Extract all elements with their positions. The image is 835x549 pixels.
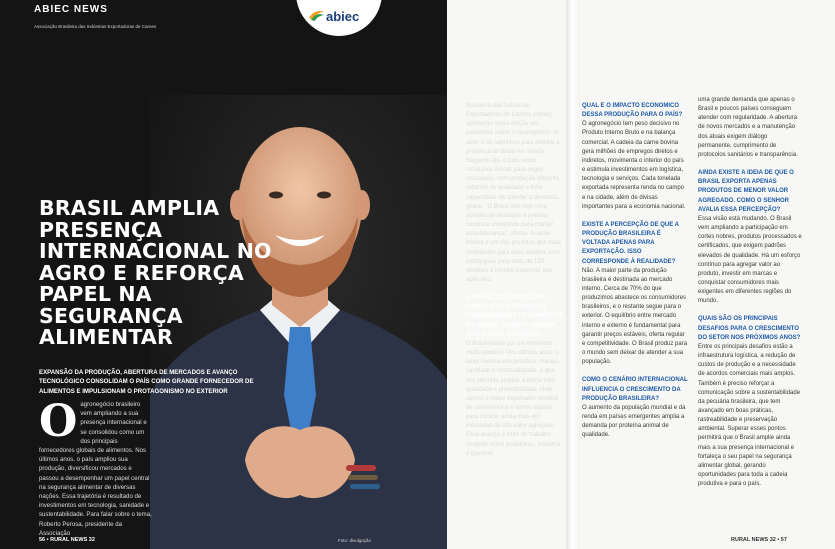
col3-question-2: QUAIS SÃO OS PRINCIPAIS DESAFIOS PARA O CRESCIMENTO DO SETOR NOS PRÓXIMOS ANOS? (698, 316, 801, 341)
col2-answer-1: O agronegócio tem peso decisivo no Produto Interno Bruto e na balança comercial. A cadeia da carne bovina gera milhões de empregos diretos e indiretos, movimenta o interior do país e estimula investimentos em logística, tecnologia e serviços. Cada tonelada exportada representa renda no campo e na cidade, além de divisas importantes para a economia nacional. (582, 121, 686, 210)
col3-answer-0: uma grande demanda que apenas o Brasil e poucos países conseguem atender com regularidade. A abertura de novos mercados e a manutenção dos atuais exigem diálogo permanente, cumprimento de protocolos sanitários e transparência. (698, 97, 798, 158)
left-body-text: agronegócio brasileiro vem ampliando a sua presença internacional e se consolidou como um dos principais fornecedores globais de alimentos. Nos últimos anos, o país ampliou sua produção, diversificou mercados e passou a desempenhar um papel central na segurança alimentar de diversas nações. Essa trajetória é resultado de investimentos em tecnologia, sanidade e sustentabilidade. Para falar sobre o tema, Roberto Perosa, presidente da Associação (39, 401, 152, 537)
col1-text: Brasileira das Indústrias Exportadoras de Carnes (Abiec), apresenta nesta edição um panorama sobre o desempenho do setor e os caminhos para ampliar a presença do Brasil no mundo. Segundo ele, o país reúne condições únicas para seguir crescendo, com produção eficiente, rebanho de qualidade e forte capacidade de atender a demanda global. "O Brasil tem hoje uma posição de destaque e precisa continuar investindo para manter essa liderança", afirma. A carne bovina é um dos produtos que mais contribuem para esse cenário, com embarques para mais de 150 destinos e receita crescente ano após ano. (466, 103, 562, 283)
body-column-3 (698, 96, 802, 529)
page-footer-right: RURAL NEWS 32 • 57 (731, 537, 787, 543)
col3-answer-2: Entre os principais desafios estão a infraestrutura logística, a redução de custos de produção e a necessidade de acordos comerciais mais amplos. Também é preciso reforçar a comunicação sobre a sustentabilidade da pecuária brasileira, que tem avançado em boas práticas, rastreabilidade e preservação ambiental. Superar esses pontos permitirá que o Brasil amplie ainda mais a sua presença internacional e fortaleça o seu papel na segurança alimentar global, gerando oportunidades para toda a cadeia produtiva e para o país. (698, 343, 801, 488)
section-label: ABIEC NEWS (34, 4, 108, 15)
drop-cap: O (39, 400, 78, 447)
col2-answer-2: Não. A maior parte da produção brasileira é destinada ao mercado interno. Cerca de 70% do que produzimos abastece os consumidores brasileiros, e o restante segue para o exterior. O equilíbrio entre mercado interno e externo é fundamental para garantir preços estáveis, oferta regular e competitividade. O Brasil produz para o mundo sem deixar de atender a sua população. (582, 267, 688, 366)
headline: BRASIL AMPLIA PRESENÇA INTERNACIONAL NO AGRO E REFORÇA PAPEL NA SEGURANÇA ALIMENTAR (39, 196, 272, 349)
col3-answer-1: Essa visão está mudando. O Brasil vem ampliando a participação em cortes nobres, produtos processados e certificados, que exigem padrões elevados de qualidade. Há um esforço contínuo para agregar valor ao produto, investir em marcas e conquistar consumidores mais exigentes em diferentes regiões do mundo. (698, 215, 802, 305)
page-gutter (566, 0, 580, 549)
photo-credit: Foto: divulgação (338, 538, 372, 543)
abiec-logo-icon (309, 9, 325, 21)
col2-question-2: EXISTE A PERCEPÇÃO DE QUE A PRODUÇÃO BRASILEIRA É VOLTADA APENAS PARA EXPORTAÇÃO. ISSO CORRESPONDE À REALIDADE? (582, 221, 679, 265)
left-body-column (39, 400, 152, 538)
subheadline: EXPANSÃO DA PRODUÇÃO, ABERTURA DE MERCADOS E AVANÇO TECNOLÓGICO CONSOLIDAM O PAÍS COMO GRANDE FORNECEDOR DE ALIMENTOS E IMPULSIONAM O PROTAGONISMO NO EXTERIOR (39, 369, 254, 395)
col1-question: O BRASIL SE CONSOLIDOU COMO UM DOS PRINCIPAIS FORNECEDORES DE ALIMENTOS DO MUNDO. COMO O SENHOR AVALIA ESSE MOMENTO? (466, 295, 564, 338)
col2-answer-3: O aumento da população mundial e da renda em países emergentes amplia a demanda por proteína animal de qualidade. (582, 404, 686, 439)
logo-text: abiec (326, 9, 360, 24)
body-column-1 (466, 102, 565, 527)
col3-question-1: AINDA EXISTE A IDEIA DE QUE O BRASIL EXPORTA APENAS PRODUTOS DE MENOR VALOR AGREGADO. COMO O SENHOR AVALIA ESSA PERCEPÇÃO? (698, 170, 794, 213)
section-tagline: Associação Brasileira das Indústrias Exportadoras de Carnes (34, 24, 157, 29)
body-column-2 (582, 102, 688, 527)
col2-question-1: QUAL É O IMPACTO ECONÔMICO DESSA PRODUÇÃO PARA O PAÍS? (582, 103, 683, 119)
col2-question-3: COMO O CENÁRIO INTERNACIONAL INFLUENCIA O CRESCIMENTO DA PRODUÇÃO BRASILEIRA? (582, 377, 688, 402)
page-footer-left: 56 • RURAL NEWS 32 (39, 537, 95, 543)
col1-answer: O Brasil passa por um momento muito positivo. Nos últimos anos, o setor investiu em genética, manejo, sanidade e rastreabilidade, o que nos permitiu ampliar a oferta com qualidade e previsibilidade. Hoje somos o maior exportador mundial de carne bovina e temos espaço para crescer ainda mais em mercados de alto valor agregado. Esse avanço é fruto do trabalho conjunto entre produtores, indústria e governo. (466, 340, 561, 457)
